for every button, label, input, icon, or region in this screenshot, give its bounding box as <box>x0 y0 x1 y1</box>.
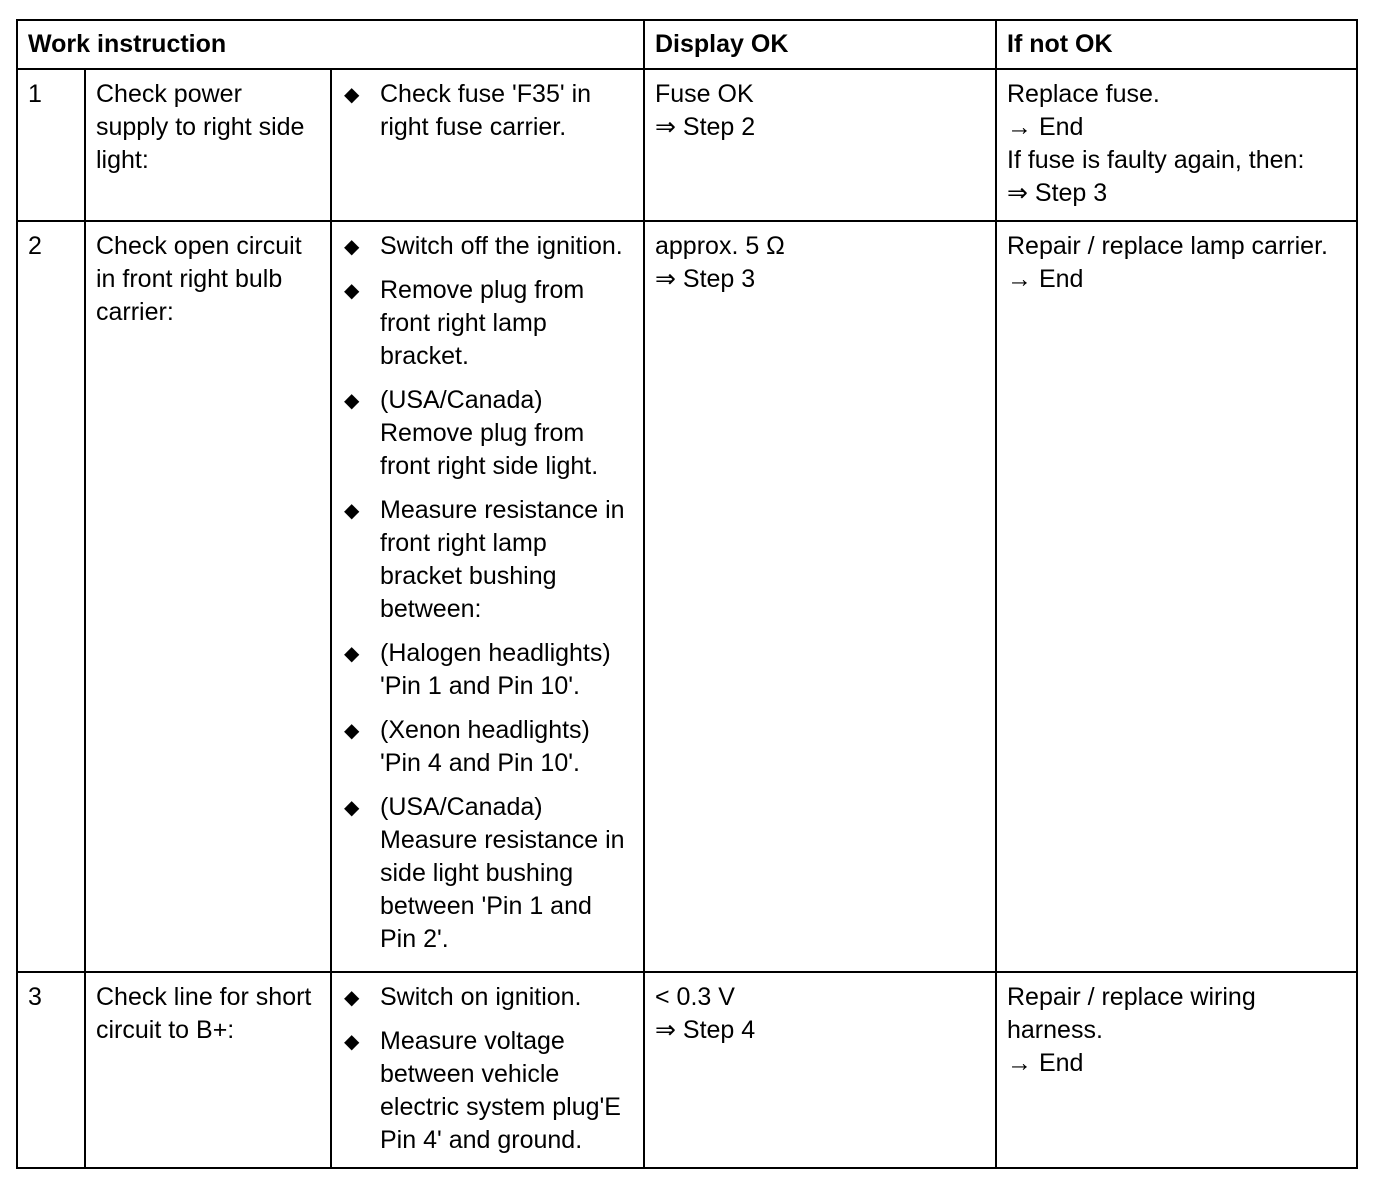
if-not-ok-cell: Replace fuse. → End If fuse is faulty again, then: ⇒ Step 3 <box>996 69 1357 221</box>
diamond-bullet-icon: ◆ <box>344 280 360 302</box>
action-item: ◆ Remove plug from front right lamp bracket. <box>344 276 585 370</box>
action-item: ◆ (USA/Canada) Remove plug from front right side light. <box>344 386 599 480</box>
action-item: ◆ Switch off the ignition. <box>342 230 633 263</box>
diamond-bullet-icon: ◆ <box>344 720 360 742</box>
action-item: ◆ Measure resistance in front right lamp bracket bushing between: <box>344 496 625 623</box>
header-row <box>17 20 1357 69</box>
diamond-bullet-icon: ◆ <box>344 84 360 106</box>
header-work-instruction: Work instruction <box>17 20 644 69</box>
header-if-not-ok: If not OK <box>996 20 1357 69</box>
step-number: 3 <box>17 972 85 1168</box>
if-not-ok-cell: Repair / replace lamp carrier. → End <box>996 221 1357 972</box>
diamond-bullet-icon: ◆ <box>344 987 360 1009</box>
step-title: Check power supply to right side light: <box>85 69 331 221</box>
table-row <box>17 972 1357 1168</box>
header-display-ok: Display OK <box>644 20 996 69</box>
action-item: ◆ Check fuse 'F35' in right fuse carrier. <box>344 80 592 141</box>
diamond-bullet-icon: ◆ <box>344 797 360 819</box>
action-item: ◆ (Halogen headlights) 'Pin 1 and Pin 10'. <box>344 639 611 700</box>
step-actions <box>331 972 644 1168</box>
diamond-bullet-icon: ◆ <box>344 1031 360 1053</box>
diamond-bullet-icon: ◆ <box>344 236 360 258</box>
work-instruction-table <box>16 19 1358 1169</box>
step-actions <box>331 221 644 972</box>
diamond-bullet-icon: ◆ <box>344 643 360 665</box>
table-row <box>17 69 1357 221</box>
action-item: ◆ Switch on ignition. <box>342 981 633 1014</box>
display-ok-cell: < 0.3 V ⇒ Step 4 <box>644 972 996 1168</box>
if-not-ok-cell: Repair / replace wiring harness. → End <box>996 972 1357 1168</box>
action-item: ◆ Measure voltage between vehicle electric system plug'E Pin 4' and ground. <box>344 1027 621 1154</box>
diamond-bullet-icon: ◆ <box>344 500 360 522</box>
display-ok-cell: Fuse OK ⇒ Step 2 <box>644 69 996 221</box>
step-number: 1 <box>17 69 85 221</box>
table-row <box>17 221 1357 972</box>
action-item: ◆ (USA/Canada) Measure resistance in side light bushing between 'Pin 1 and Pin 2'. <box>344 793 625 953</box>
step-title: Check line for short circuit to B+: <box>85 972 331 1168</box>
step-title: Check open circuit in front right bulb carrier: <box>85 221 331 972</box>
diamond-bullet-icon: ◆ <box>344 390 360 412</box>
display-ok-cell: approx. 5 Ω ⇒ Step 3 <box>644 221 996 972</box>
action-item: ◆ (Xenon headlights) 'Pin 4 and Pin 10'. <box>344 716 590 777</box>
step-number: 2 <box>17 221 85 972</box>
step-actions <box>331 69 644 221</box>
